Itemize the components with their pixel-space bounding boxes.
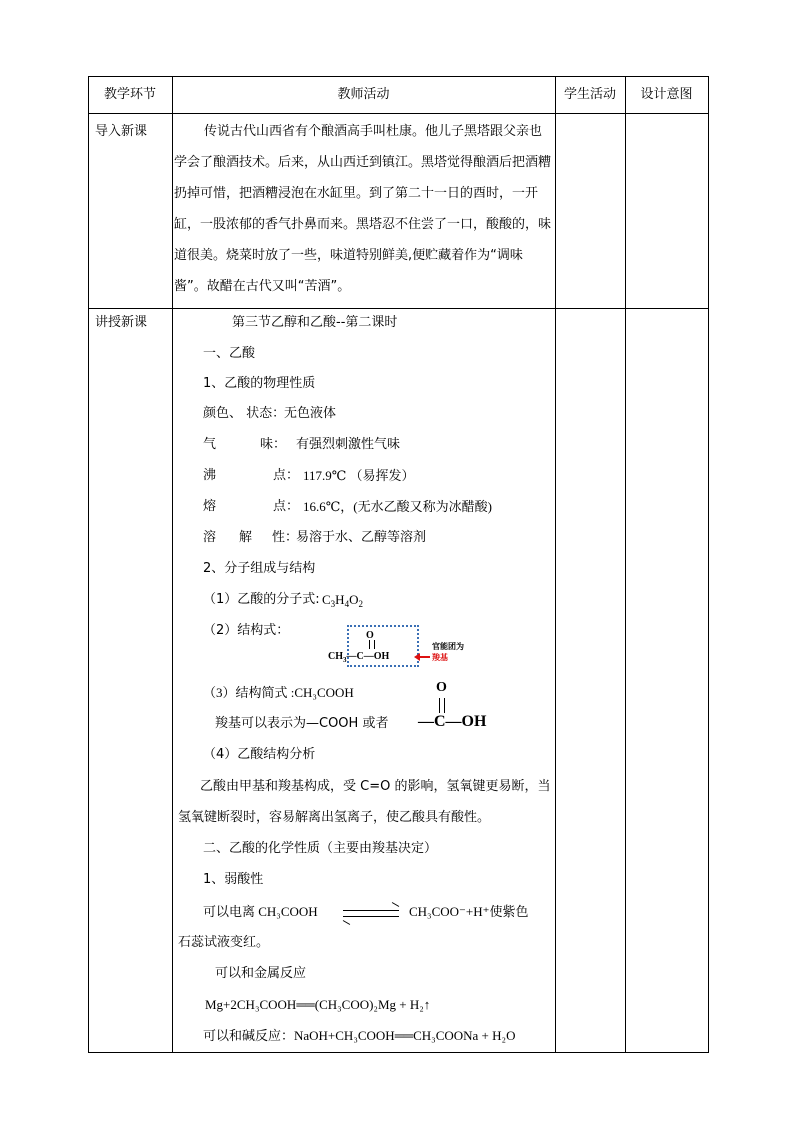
header-teacher-activity: 教师活动 [337,87,390,102]
prop-solubility-value: 易溶于水、乙醇等溶剂 [296,530,427,545]
lesson-plan-table [88,76,709,1053]
base-reaction-equation: 可以和碱反应：NaOH+CH₃COOH══CH₃COONa + H₂O [203,1028,516,1043]
table-border-bottom [88,1052,709,1053]
struct-oxygen: O [366,630,374,641]
prop-solubility-label2: 解 [239,530,253,545]
intro-paragraph: 传说古代山西省有个酿酒高手叫杜康。他儿子黑塔跟父亲也学会了酿酒技术。后来，从山西迁到镇江。黑塔觉得酿酒后把酒糟扔掉可惜，把酒糟浸泡在水缸里。到了第二十一日的酉时，一开缸，一股浓郁的香气扑鼻而来。黑塔忍不住尝了一口，酸酸的，味道很美。烧菜时放了一些，味道特别鲜美,便贮藏着作为“调味酱”。故醋在古代又叫“苦酒”。 [174,124,552,294]
lesson-title: 第三节乙醇和乙酸--第二课时 [232,315,398,330]
prop-color-label: 颜色、 状态： [203,406,286,421]
column-divider-3 [625,76,626,1053]
equilibrium-arrow-icon [343,905,399,921]
metal-reaction-equation: Mg+2CH₃COOH══(CH₃COO)₂Mg + H₂↑ [205,997,431,1012]
ionization-left: 可以电离 CH₃COOH [203,904,318,919]
prop-melting-label: 熔 [203,499,217,514]
structure-analysis-label: （4）乙酸结构分析 [203,747,316,762]
struct-chain: $CH_3—C—OH$ [328,651,390,664]
ionization-continued: 石蕊试液变红。 [178,935,270,950]
structural-formula-label: （2）结构式： [203,623,290,638]
carboxyl-representation: 羧基可以表示为—COOH 或者 [215,716,389,731]
functional-group-note: 官能团为 [432,642,464,651]
table-border-right [708,76,709,1053]
sub-physical-properties: 1、乙酸的物理性质 [203,376,316,391]
prop-solubility-label3: 性： [272,530,299,545]
prop-melting-label2: 点： [273,499,300,514]
struct-double-bond [369,640,375,649]
sub-weak-acidity: 1、弱酸性 [203,872,264,887]
simplified-structure: （3）结构简式 :CH₃COOH [203,685,354,700]
prop-solubility-label: 溶 [203,530,217,545]
structure-analysis-text: 乙酸由甲基和羧基构成，受 C=O 的影响，氢氧键更易断，当氢氧键断裂时，容易解离出氢离子，使乙酸具有酸性。 [178,779,551,825]
prop-boiling-label: 沸 [203,468,217,483]
carboxyl-structure-image [418,680,498,736]
metal-reaction-label: 可以和金属反应 [215,966,307,981]
section-acetic-acid: 一、乙酸 [203,346,256,361]
prop-color-value: 无色液体 [284,406,337,421]
header-student-activity: 学生活动 [563,87,616,102]
prop-smell-label: 气 [203,437,217,452]
prop-boiling-value: 117.9℃ （易挥发） [303,468,415,483]
column-divider-2 [555,76,556,1053]
prop-smell-label2: 味： [260,437,287,452]
header-stage: 教学环节 [103,87,156,102]
carboxyl-double-bond [439,698,445,713]
arrow-head-icon [414,653,420,661]
stage-intro: 导入新课 [95,124,148,139]
header-row-divider [88,113,709,114]
intro-row-divider [88,308,709,309]
carboxyl-chain: —C—OH [418,713,487,730]
section-chemical-properties: 二、乙酸的化学性质（主要由羧基决定） [203,841,438,856]
carboxyl-oxygen: O [436,680,447,695]
stage-lesson: 讲授新课 [95,315,148,330]
structural-formula-image [328,618,478,666]
sub-structure: 2、分子组成与结构 [203,561,316,576]
header-design-intent: 设计意图 [640,87,693,102]
prop-melting-value: 16.6℃，(无水乙酸又称为冰醋酸) [303,499,492,514]
ionization-right: CH₃COO⁻+H⁺使紫色 [409,904,529,919]
formula-label: （1）乙酸的分子式: [203,592,320,607]
table-border-left [88,76,89,1053]
prop-smell-value: 有强烈刺激性气味 [296,437,401,452]
molecular-formula: $C_3H_4O_2$ [322,592,363,609]
column-divider-1 [172,76,173,1053]
prop-boiling-label2: 点： [273,468,300,483]
carboxyl-note: 羧基 [432,653,448,662]
